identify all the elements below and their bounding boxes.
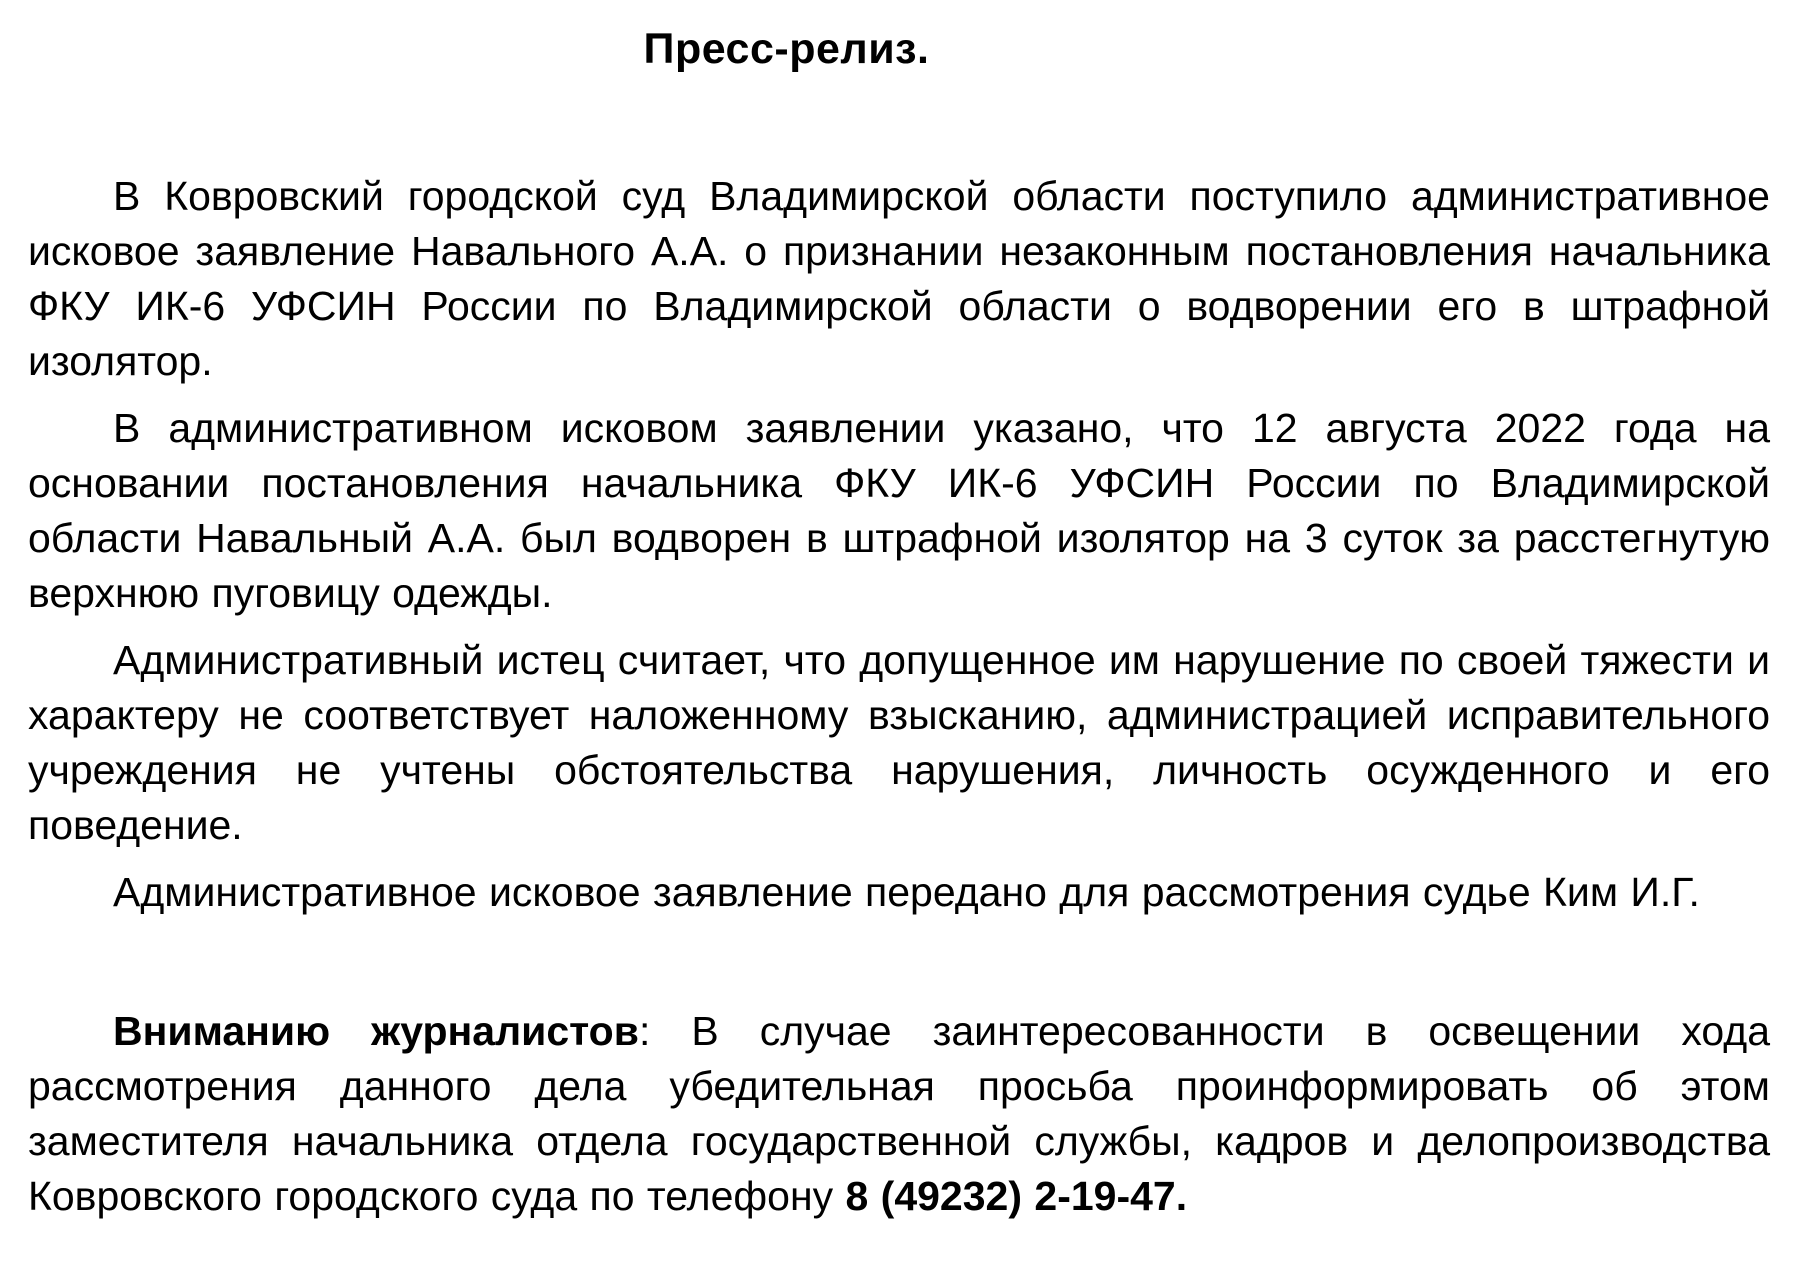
paragraph-journalist-notice [28,1004,1770,1224]
notice-lead-text: Вниманию журналистов [113,1008,639,1054]
document-title: Пресс-релиз. [643,25,930,73]
notice-separator: : [638,1008,692,1054]
notice-phone-number: 8 (49232) 2-19-47. [845,1173,1188,1219]
paragraph-plaintiff-position: Административный истец считает, что допущенное им нарушение по своей тяжести и характеру не соответствует наложенному взысканию, администрацией исправительного учреждения не учтены обстоятельства нарушения, личность осужденного и его поведение. [28,637,1770,848]
paragraph-judge-assignment: Административное исковое заявление передано для рассмотрения судье Ким И.Г. [113,869,1700,915]
notice-body-text: В случае заинтересованности в освещении хода рассмотрения данного дела убедительная просьба проинформировать об этом заместителя начальника отдела государственной службы, кадров и делопроизводства Ковровского городского суда по телефону [28,1008,1770,1219]
paragraph-claim-details: В административном исковом заявлении указано, что 12 августа 2022 года на основании постановления начальника ФКУ ИК-6 УФСИН России по Владимирской области Навальный А.А. был водворен в штрафной изолятор на 3 суток за расстегнутую верхнюю пуговицу одежды. [28,405,1770,616]
paragraph-court-filing: В Ковровский городской суд Владимирской области поступило административное исковое заявление Навального А.А. о признании незаконным постановления начальника ФКУ ИК-6 УФСИН России по Владимирской области о водворении его в штрафной изолятор. [28,173,1770,384]
